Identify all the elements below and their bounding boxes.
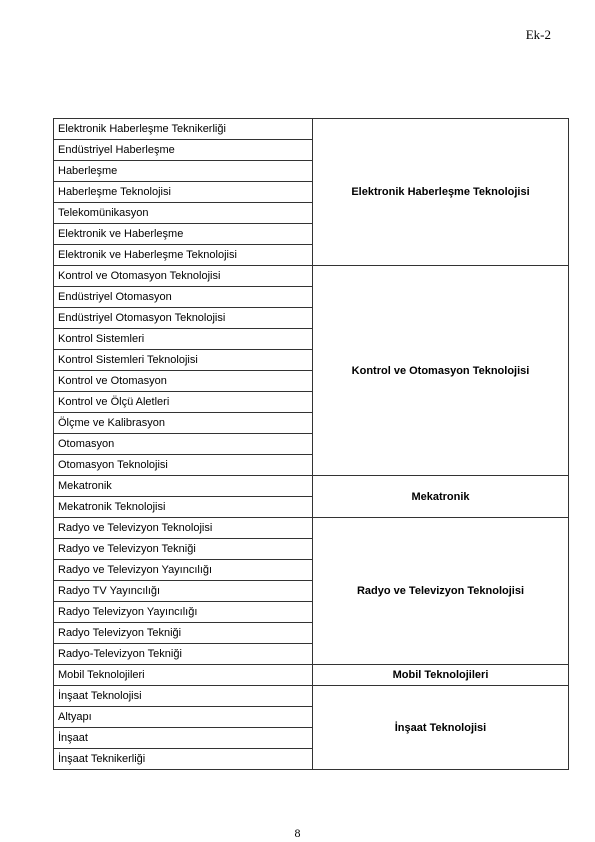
program-name-cell: Radyo ve Televizyon Teknolojisi (54, 518, 313, 539)
program-name-cell: Ölçme ve Kalibrasyon (54, 413, 313, 434)
program-name-cell: Otomasyon (54, 434, 313, 455)
target-program-cell: İnşaat Teknolojisi (313, 686, 569, 770)
program-name-cell: Mekatronik (54, 476, 313, 497)
program-name-cell: Endüstriyel Otomasyon (54, 287, 313, 308)
target-program-cell: Mobil Teknolojileri (313, 665, 569, 686)
program-mapping-table-body (54, 119, 569, 770)
program-name-cell: İnşaat Teknikerliği (54, 749, 313, 770)
program-name-cell: Radyo Televizyon Tekniği (54, 623, 313, 644)
program-name-cell: Haberleşme (54, 161, 313, 182)
program-name-cell: Mekatronik Teknolojisi (54, 497, 313, 518)
program-name-cell: Kontrol Sistemleri (54, 329, 313, 350)
program-name-cell: Elektronik Haberleşme Teknikerliği (54, 119, 313, 140)
table-row (54, 119, 569, 140)
program-name-cell: Kontrol ve Otomasyon (54, 371, 313, 392)
program-name-cell: Endüstriyel Otomasyon Teknolojisi (54, 308, 313, 329)
program-name-cell: Radyo TV Yayıncılığı (54, 581, 313, 602)
annex-label: Ek-2 (525, 27, 551, 42)
program-name-cell: Radyo Televizyon Yayıncılığı (54, 602, 313, 623)
program-name-cell: Kontrol Sistemleri Teknolojisi (54, 350, 313, 371)
program-name-cell: İnşaat (54, 728, 313, 749)
program-name-cell: Altyapı (54, 707, 313, 728)
program-name-cell: Radyo ve Televizyon Tekniği (54, 539, 313, 560)
program-name-cell: Mobil Teknolojileri (54, 665, 313, 686)
program-name-cell: Kontrol ve Ölçü Aletleri (54, 392, 313, 413)
table-row (54, 266, 569, 287)
target-program-cell: Mekatronik (313, 476, 569, 518)
program-name-cell: Kontrol ve Otomasyon Teknolojisi (54, 266, 313, 287)
program-name-cell: İnşaat Teknolojisi (54, 686, 313, 707)
page-number: 8 (294, 826, 301, 840)
table-row (54, 665, 569, 686)
program-name-cell: Telekomünikasyon (54, 203, 313, 224)
program-name-cell: Haberleşme Teknolojisi (54, 182, 313, 203)
program-name-cell: Elektronik ve Haberleşme Teknolojisi (54, 245, 313, 266)
target-program-cell: Elektronik Haberleşme Teknolojisi (313, 119, 569, 266)
program-name-cell: Elektronik ve Haberleşme (54, 224, 313, 245)
target-program-cell: Kontrol ve Otomasyon Teknolojisi (313, 266, 569, 476)
table-row (54, 686, 569, 707)
program-name-cell: Otomasyon Teknolojisi (54, 455, 313, 476)
table-row (54, 476, 569, 497)
table-row (54, 518, 569, 539)
program-name-cell: Endüstriyel Haberleşme (54, 140, 313, 161)
target-program-cell: Radyo ve Televizyon Teknolojisi (313, 518, 569, 665)
program-name-cell: Radyo ve Televizyon Yayıncılığı (54, 560, 313, 581)
program-mapping-table (53, 118, 569, 770)
program-name-cell: Radyo-Televizyon Tekniği (54, 644, 313, 665)
